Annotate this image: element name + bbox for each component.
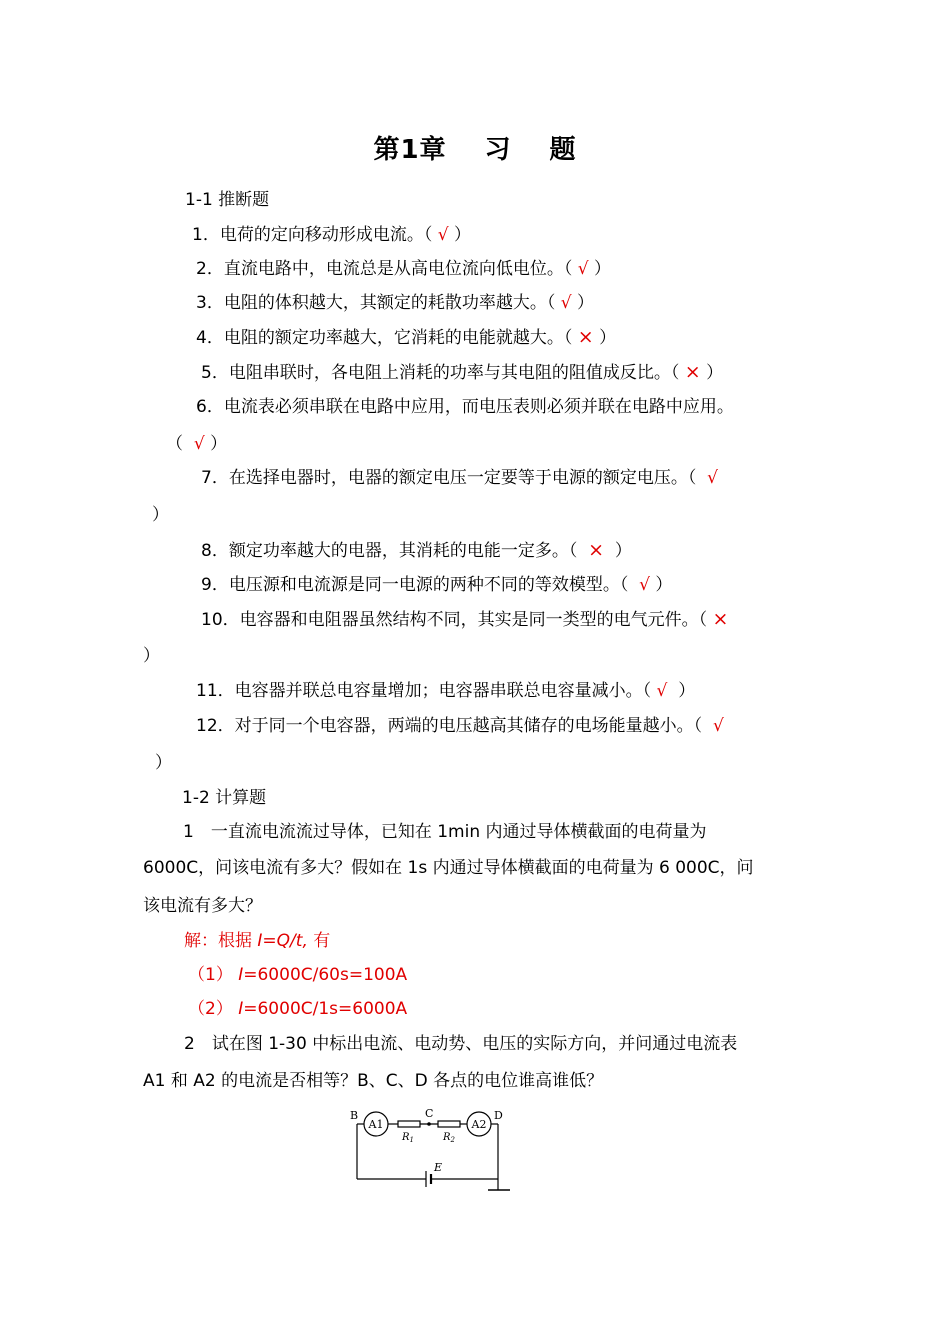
judgement-item-6-continued (166, 431, 227, 457)
check-mark: √ (639, 575, 650, 595)
node-d-label: D (494, 1109, 503, 1122)
cross-mark: × (712, 608, 729, 630)
judgement-text: 4．电阻的额定功率越大，它消耗的电能就越大。（ (196, 328, 573, 348)
step-label: （2） (188, 999, 233, 1019)
judgement-text: 9．电压源和电流源是同一电源的两种不同的等效模型。（ (201, 575, 629, 595)
judgement-close: ） (706, 363, 724, 383)
judgement-text: 11．电容器并联总电容量增加；电容器串联总电容量减小。（ (196, 681, 652, 701)
judgement-item-5 (201, 359, 723, 386)
cross-mark: × (577, 326, 594, 348)
ammeter-a1-label: A1 (368, 1118, 384, 1131)
step-result: =6000C/1s=6000A (243, 999, 408, 1019)
judgement-item-12-continued: ） (155, 753, 172, 773)
section-heading-judgement: 1-1 推断题 (185, 190, 270, 210)
title-word-2: 题 (549, 135, 577, 165)
chapter-title (0, 128, 950, 172)
judgement-item-7-continued: ） (152, 505, 169, 525)
cross-mark: × (684, 361, 701, 383)
solution-step-1 (188, 962, 407, 988)
judgement-item-3 (196, 290, 594, 316)
title-word-1: 习 (484, 135, 512, 165)
check-mark: √ (656, 681, 668, 701)
ammeter-a2-label: A2 (471, 1118, 487, 1131)
formula-symbol: I (257, 931, 263, 951)
problem-1-line-3: 该电流有多大？ (143, 896, 262, 916)
check-mark: √ (712, 716, 724, 736)
problem-1-line-2: 6000C，问该电流有多大？假如在 1s 内通过导体横截面的电荷量为 6 000C，问 (143, 858, 754, 878)
problem-1-line-1: 1 一直流电流流过导体，已知在 1min 内通过导体横截面的电荷量为 (183, 822, 707, 842)
chapter-label: 第1章 (373, 135, 447, 165)
resistor-r1 (398, 1121, 420, 1127)
step-label: （1） (188, 965, 233, 985)
step-result: =6000C/60s=100A (243, 965, 408, 985)
node-b-label: B (350, 1109, 359, 1122)
resistor-r2 (438, 1121, 460, 1127)
judgement-item-4 (196, 324, 616, 351)
section-heading-calculation: 1-2 计算题 (182, 788, 267, 808)
judgement-item-8 (201, 537, 632, 564)
judgement-close: ） (593, 259, 611, 279)
judgement-text: 2．直流电路中，电流总是从高电位流向低电位。（ (196, 259, 573, 279)
resistor-r1-label: $R_1$ (402, 1132, 414, 1144)
solution-step-2 (188, 996, 407, 1022)
judgement-item-2 (196, 256, 611, 282)
check-mark: √ (707, 468, 718, 488)
judgement-text: 10．电容器和电阻器虽然结构不同，其实是同一类型的电气元件。（ (201, 610, 708, 630)
check-mark: √ (437, 225, 449, 245)
formula-text: =Q/t, (262, 931, 308, 951)
check-mark: √ (193, 434, 205, 454)
judgement-item-6 (196, 394, 734, 420)
judgement-item-10-continued: ） (143, 646, 160, 666)
node-c-dot (427, 1122, 431, 1126)
judgement-item-11 (196, 678, 695, 704)
judgement-close: ） (576, 293, 594, 313)
judgement-item-10 (201, 606, 728, 633)
judgement-text: 3．电阻的体积越大，其额定的耗散功率越大。（ (196, 293, 556, 313)
judgement-item-12 (196, 713, 724, 739)
check-mark: √ (560, 293, 572, 313)
solution-label: 解：根据 (184, 931, 258, 951)
judgement-text: 7．在选择电器时，电器的额定电压一定要等于电源的额定电压。（ (201, 468, 697, 488)
problem-2-line-2: A1 和 A2 的电流是否相等？B、C、D 各点的电位谁高谁低？ (143, 1071, 604, 1091)
formula-symbol: I (238, 965, 244, 985)
judgement-close: ） (599, 328, 617, 348)
judgement-item-7 (201, 465, 718, 491)
judgement-close: ） (614, 541, 632, 561)
solution-intro (184, 928, 330, 954)
formula-symbol: I (238, 999, 244, 1019)
judgement-item-9 (201, 572, 672, 598)
judgement-text: 5．电阻串联时，各电阻上消耗的功率与其电阻的阻值成反比。（ (201, 363, 680, 383)
circuit-diagram (348, 1102, 518, 1202)
node-c-label: C (425, 1107, 434, 1120)
judgement-close: ） (678, 681, 696, 701)
cross-mark: × (588, 539, 605, 561)
problem-2-line-1: 2 试在图 1-30 中标出电流、电动势、电压的实际方向，并问通过电流表 (184, 1034, 738, 1054)
judgement-item-1 (192, 222, 471, 248)
judgement-close: ） (453, 225, 471, 245)
judgement-close: ） (210, 434, 228, 454)
judgement-open: （ (166, 434, 183, 454)
check-mark: √ (577, 259, 589, 279)
judgement-text: 8．额定功率越大的电器，其消耗的电能一定多。（ (201, 541, 578, 561)
judgement-close: ） (655, 575, 673, 595)
judgement-text: 12．对于同一个电容器，两端的电压越高其储存的电场能量越小。（ (196, 716, 703, 736)
resistor-r2-label: $R_2$ (443, 1132, 455, 1144)
source-e-label: E (434, 1161, 443, 1174)
judgement-text: 6．电流表必须串联在电路中应用，而电压表则必须并联在电路中应用。 (196, 397, 734, 417)
judgement-text: 1．电荷的定向移动形成电流。（ (192, 225, 433, 245)
solution-connector: 有 (307, 931, 331, 951)
